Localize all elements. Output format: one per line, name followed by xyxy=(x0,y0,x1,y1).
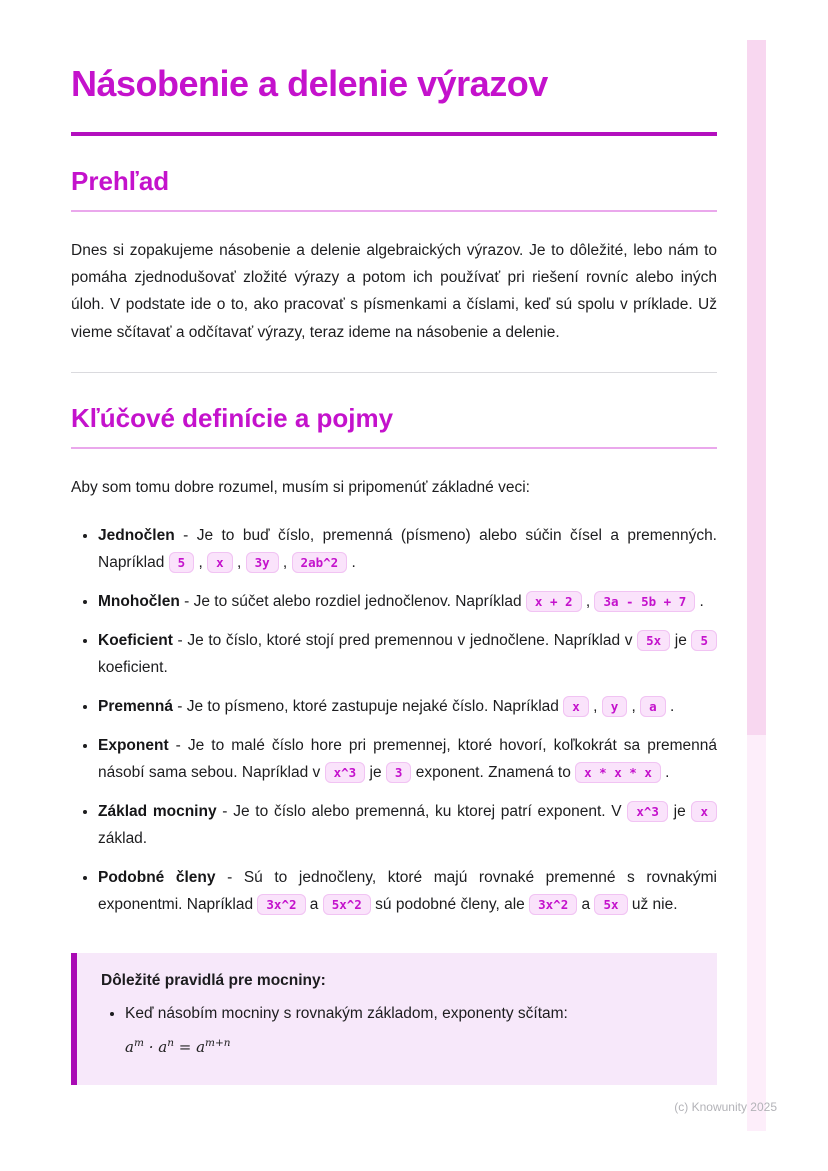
definition-text: , xyxy=(588,698,602,716)
power-rules-callout xyxy=(71,953,717,1085)
code-chip: x^3 xyxy=(325,762,366,783)
formula-exponent: m+n xyxy=(205,1037,231,1050)
code-chip: 2ab^2 xyxy=(292,552,348,573)
section-divider xyxy=(71,372,717,373)
code-chip: 3 xyxy=(386,762,412,783)
code-chip: 3a - 5b + 7 xyxy=(594,591,695,612)
code-chip: 3y xyxy=(246,552,279,573)
definition-text: - Je to súčet alebo rozdiel jednočlenov. Napríklad xyxy=(179,593,526,611)
code-chip: x xyxy=(691,801,717,822)
code-chip: y xyxy=(602,696,628,717)
definition-text: , xyxy=(278,554,292,572)
definition-term: Premenná xyxy=(98,698,173,716)
definition-text: . xyxy=(695,593,704,611)
section-definitions xyxy=(71,403,717,919)
definition-text: už nie. xyxy=(627,895,678,913)
footer-copyright: (c) Knowunity 2025 xyxy=(674,1100,777,1114)
definition-item xyxy=(98,799,717,853)
definition-text: a xyxy=(577,895,595,913)
definition-text: je xyxy=(365,764,386,782)
definitions-heading: Kľúčové definície a pojmy xyxy=(71,403,717,449)
definition-item xyxy=(98,733,717,787)
formula-part: a xyxy=(196,1038,206,1057)
definition-term: Exponent xyxy=(98,737,169,755)
definition-text: - Sú to jednočleny, ktoré majú rovnaké premenné s rovnakými exponentmi. Napríklad xyxy=(98,868,717,913)
code-chip: x xyxy=(563,696,589,717)
definition-term: Základ mocniny xyxy=(98,803,217,821)
definition-item xyxy=(98,694,717,721)
definition-text: je xyxy=(667,803,692,821)
definition-item xyxy=(98,589,717,616)
callout-list xyxy=(101,1001,693,1061)
definition-text: . xyxy=(347,554,356,572)
formula-exponent: m xyxy=(133,1037,144,1050)
title-rule xyxy=(71,132,717,136)
definition-text: je xyxy=(670,632,692,650)
callout-rule-text: Keď násobím mocniny s rovnakým základom, exponenty sčítam: xyxy=(125,1004,568,1022)
code-chip: x^3 xyxy=(627,801,668,822)
definition-text: , xyxy=(232,554,246,572)
code-chip: x xyxy=(207,552,233,573)
code-chip: 5 xyxy=(691,630,717,651)
definition-text: sú podobné členy, ale xyxy=(370,895,530,913)
definition-text: - Je to písmeno, ktoré zastupuje nejaké číslo. Napríklad xyxy=(172,698,564,716)
code-chip: 5 xyxy=(169,552,195,573)
formula-part: a xyxy=(158,1038,168,1057)
definition-term: Mnohočlen xyxy=(98,593,180,611)
definition-text: , xyxy=(627,698,641,716)
power-rule-formula xyxy=(125,1035,693,1061)
definition-text: a xyxy=(305,895,323,913)
definition-text: - Je to číslo alebo premenná, ku ktorej patrí exponent. V xyxy=(216,803,628,821)
definition-text: . xyxy=(660,764,670,782)
definition-text: - Je to číslo, ktoré stojí pred premennou v jednočlene. Napríklad v xyxy=(172,632,638,650)
definition-item xyxy=(98,865,717,919)
section-overview xyxy=(71,166,717,346)
formula-part: a xyxy=(125,1038,134,1057)
definition-text: . xyxy=(665,698,675,716)
callout-rule-item xyxy=(125,1001,693,1061)
formula-part: · xyxy=(143,1038,159,1057)
definition-text: , xyxy=(194,554,208,572)
definitions-list xyxy=(71,523,717,919)
definition-term: Jednočlen xyxy=(98,527,175,545)
definition-text: - Je to buď číslo, premenná (písmeno) alebo súčin čísel a premenných. Napríklad xyxy=(98,527,717,572)
code-chip: a xyxy=(640,696,666,717)
code-chip: x + 2 xyxy=(526,591,582,612)
definition-item xyxy=(98,523,717,577)
page-title: Násobenie a delenie výrazov xyxy=(71,63,548,104)
code-chip: x * x * x xyxy=(575,762,661,783)
code-chip: 5x xyxy=(637,630,670,651)
definition-text: - Je to malé číslo hore pri premennej, ktoré hovorí, koľkokrát sa premenná násobí sama sebou. Napríklad v xyxy=(98,737,717,782)
formula-exponent: n xyxy=(167,1037,174,1050)
overview-paragraph: Dnes si zopakujeme násobenie a delenie algebraických výrazov. Je to dôležité, lebo nám to pomáha zjednodušovať zložité výrazy a potom ich používať pri riešení rovníc alebo iných úloh. V podstate ide o to, ako pracovať s písmenkami a číslami, keď sú spolu v príklade. Už vieme sčítavať a odčítavať výrazy, teraz ideme na násobenie a delenie. xyxy=(71,241,717,341)
callout-title: Dôležité pravidlá pre mocniny: xyxy=(101,971,326,989)
formula-part: = xyxy=(173,1038,197,1057)
code-chip: 3x^2 xyxy=(257,894,305,915)
definition-text: základ. xyxy=(98,830,148,848)
definition-term: Podobné členy xyxy=(98,868,216,886)
code-chip: 5x^2 xyxy=(323,894,371,915)
definition-item xyxy=(98,628,717,682)
code-chip: 3x^2 xyxy=(529,894,577,915)
definition-text: koeficient. xyxy=(98,659,168,677)
definition-text: , xyxy=(581,593,595,611)
definitions-intro: Aby som tomu dobre rozumel, musím si pripomenúť základné veci: xyxy=(71,479,530,497)
code-chip: 5x xyxy=(594,894,627,915)
definition-term: Koeficient xyxy=(98,632,173,650)
overview-heading: Prehľad xyxy=(71,166,717,212)
definition-text: exponent. Znamená to xyxy=(411,764,576,782)
